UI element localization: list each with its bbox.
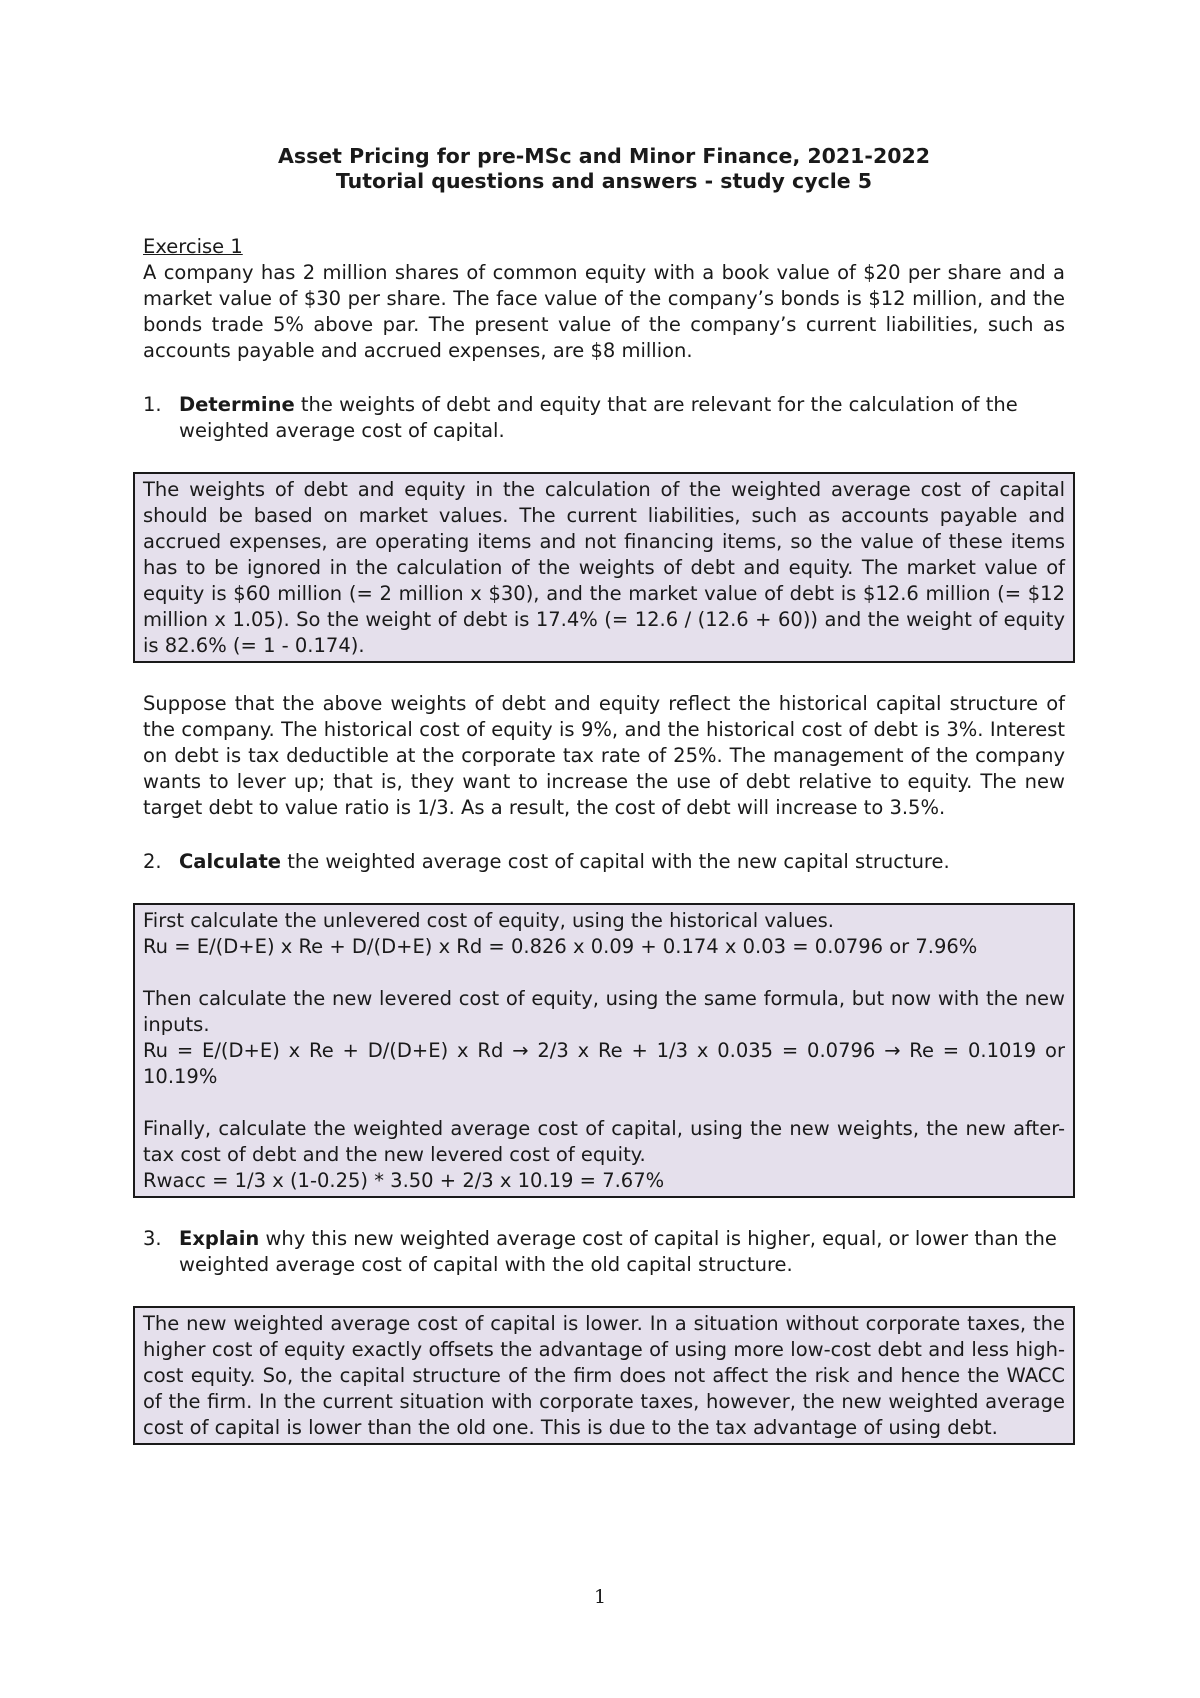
- answer-2-step1-intro: First calculate the unlevered cost of equity, using the historical values.: [143, 909, 834, 932]
- question-number: 2.: [143, 850, 162, 873]
- question-3: [143, 1226, 1065, 1278]
- answer-2-step3-intro: Finally, calculate the weighted average cost of capital, using the new weights, the new after-tax cost of debt and the new levered cost of equity.: [143, 1117, 1065, 1166]
- title-line-2: Tutorial questions and answers - study cycle 5: [335, 169, 873, 193]
- question-number: 1.: [143, 393, 162, 416]
- answer-2-step2-intro: Then calculate the new levered cost of equity, using the same formula, but now with the new inputs.: [143, 987, 1065, 1036]
- answer-2-step2-formula: Ru = E/(D+E) x Re + D/(D+E) x Rd → 2/3 x Re + 1/3 x 0.035 = 0.0796 → Re = 0.1019 or 10.19%: [143, 1039, 1065, 1088]
- question-verb: Determine: [179, 393, 295, 416]
- document-title: [143, 144, 1065, 194]
- scenario-text: Suppose that the above weights of debt and equity reflect the historical capital structure of the company. The historical cost of equity is 9%, and the historical cost of debt is 3%. Interest on debt is tax deductible at the corporate tax rate of 25%. The management of the company wants to lever up; that is, they want to increase the use of debt relative to equity. The new target debt to value ratio is 1/3. As a result, the cost of debt will increase to 3.5%.: [143, 692, 1065, 819]
- exercise-heading: Exercise 1: [143, 235, 243, 258]
- answer-2-step1-formula: Ru = E/(D+E) x Re + D/(D+E) x Rd = 0.826 x 0.09 + 0.174 x 0.03 = 0.0796 or 7.96%: [143, 935, 978, 958]
- question-body: the weights of debt and equity that are relevant for the calculation of the weighted average cost of capital.: [179, 393, 1018, 442]
- answer-2-step3-formula: Rwacc = 1/3 x (1-0.25) * 3.50 + 2/3 x 10.19 = 7.67%: [143, 1169, 665, 1192]
- question-text: [179, 392, 1065, 444]
- answer-box-3: [133, 1306, 1075, 1445]
- answer-1-text: The weights of debt and equity in the calculation of the weighted average cost of capital should be based on market values. The current liabilities, such as accounts payable and accrued expenses, are operating items and not financing items, so the value of these items has to be ignored in the calculation of the weights of debt and equity. The market value of equity is $60 million (= 2 million x $30), and the market value of debt is $12.6 million (= $12 million x 1.05). So the weight of debt is 17.4% (= 12.6 / (12.6 + 60)) and the weight of equity is 82.6% (= 1 - 0.174).: [143, 478, 1065, 657]
- question-number: 3.: [143, 1227, 162, 1250]
- question-body: the weighted average cost of capital with the new capital structure.: [281, 850, 950, 873]
- answer-box-2: [133, 903, 1075, 1198]
- question-2: [143, 849, 1065, 875]
- document-page: [143, 144, 1065, 1445]
- question-verb: Explain: [179, 1227, 260, 1250]
- question-verb: Calculate: [179, 850, 281, 873]
- title-line-1: Asset Pricing for pre-MSc and Minor Finance, 2021-2022: [278, 144, 930, 168]
- question-text: [179, 849, 1065, 875]
- question-text: [179, 1226, 1065, 1278]
- page-number: 1: [593, 1586, 607, 1608]
- question-1: [143, 392, 1065, 444]
- answer-box-1: [133, 472, 1075, 663]
- answer-3-text: The new weighted average cost of capital is lower. In a situation without corporate taxes, the higher cost of equity exactly offsets the advantage of using more low-cost debt and less high-cost equity. So, the capital structure of the firm does not affect the risk and hence the WACC of the firm. In the current situation with corporate taxes, however, the new weighted average cost of capital is lower than the old one. This is due to the tax advantage of using debt.: [143, 1312, 1065, 1439]
- question-body: why this new weighted average cost of capital is higher, equal, or lower than the weighted average cost of capital with the old capital structure.: [179, 1227, 1057, 1276]
- exercise-intro: A company has 2 million shares of common equity with a book value of $20 per share and a market value of $30 per share. The face value of the company’s bonds is $12 million, and the bonds trade 5% above par. The present value of the company’s current liabilities, such as accounts payable and accrued expenses, are $8 million.: [143, 261, 1065, 362]
